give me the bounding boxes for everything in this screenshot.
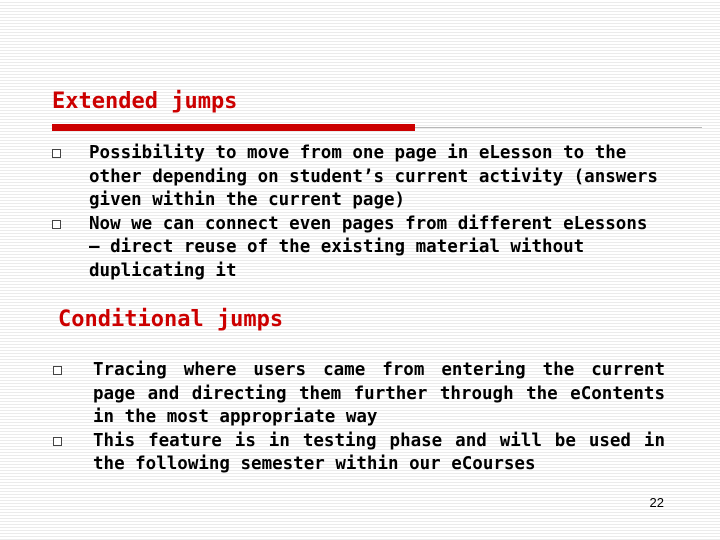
bullet-text: Possibility to move from one page in eLesson to the other depending on student’s current activity (answers given within the current page) — [89, 143, 658, 210]
square-bullet-icon — [52, 220, 61, 229]
list-item — [89, 213, 659, 284]
square-bullet-icon — [53, 366, 62, 375]
square-bullet-icon — [53, 437, 62, 446]
list-item — [89, 142, 659, 213]
section-title-extended-jumps: Extended jumps — [52, 89, 238, 114]
list-item — [93, 430, 665, 477]
square-bullet-icon — [52, 149, 61, 158]
page-number: 22 — [649, 495, 664, 510]
list-item — [93, 359, 665, 430]
bullet-text: Now we can connect even pages from different eLessons – direct reuse of the existing material without duplicating it — [89, 213, 648, 281]
title-accent-bar — [52, 124, 415, 131]
conditional-jumps-bullet-list — [93, 359, 665, 477]
bullet-text: This feature is in testing phase and will be used in the following semester within our eCourses — [93, 430, 665, 474]
bullet-text: Tracing where users came from entering the current page and directing them further through the eContents in the most appropriate way — [93, 360, 665, 427]
section-title-conditional-jumps: Conditional jumps — [58, 307, 284, 332]
extended-jumps-bullet-list — [89, 142, 659, 283]
